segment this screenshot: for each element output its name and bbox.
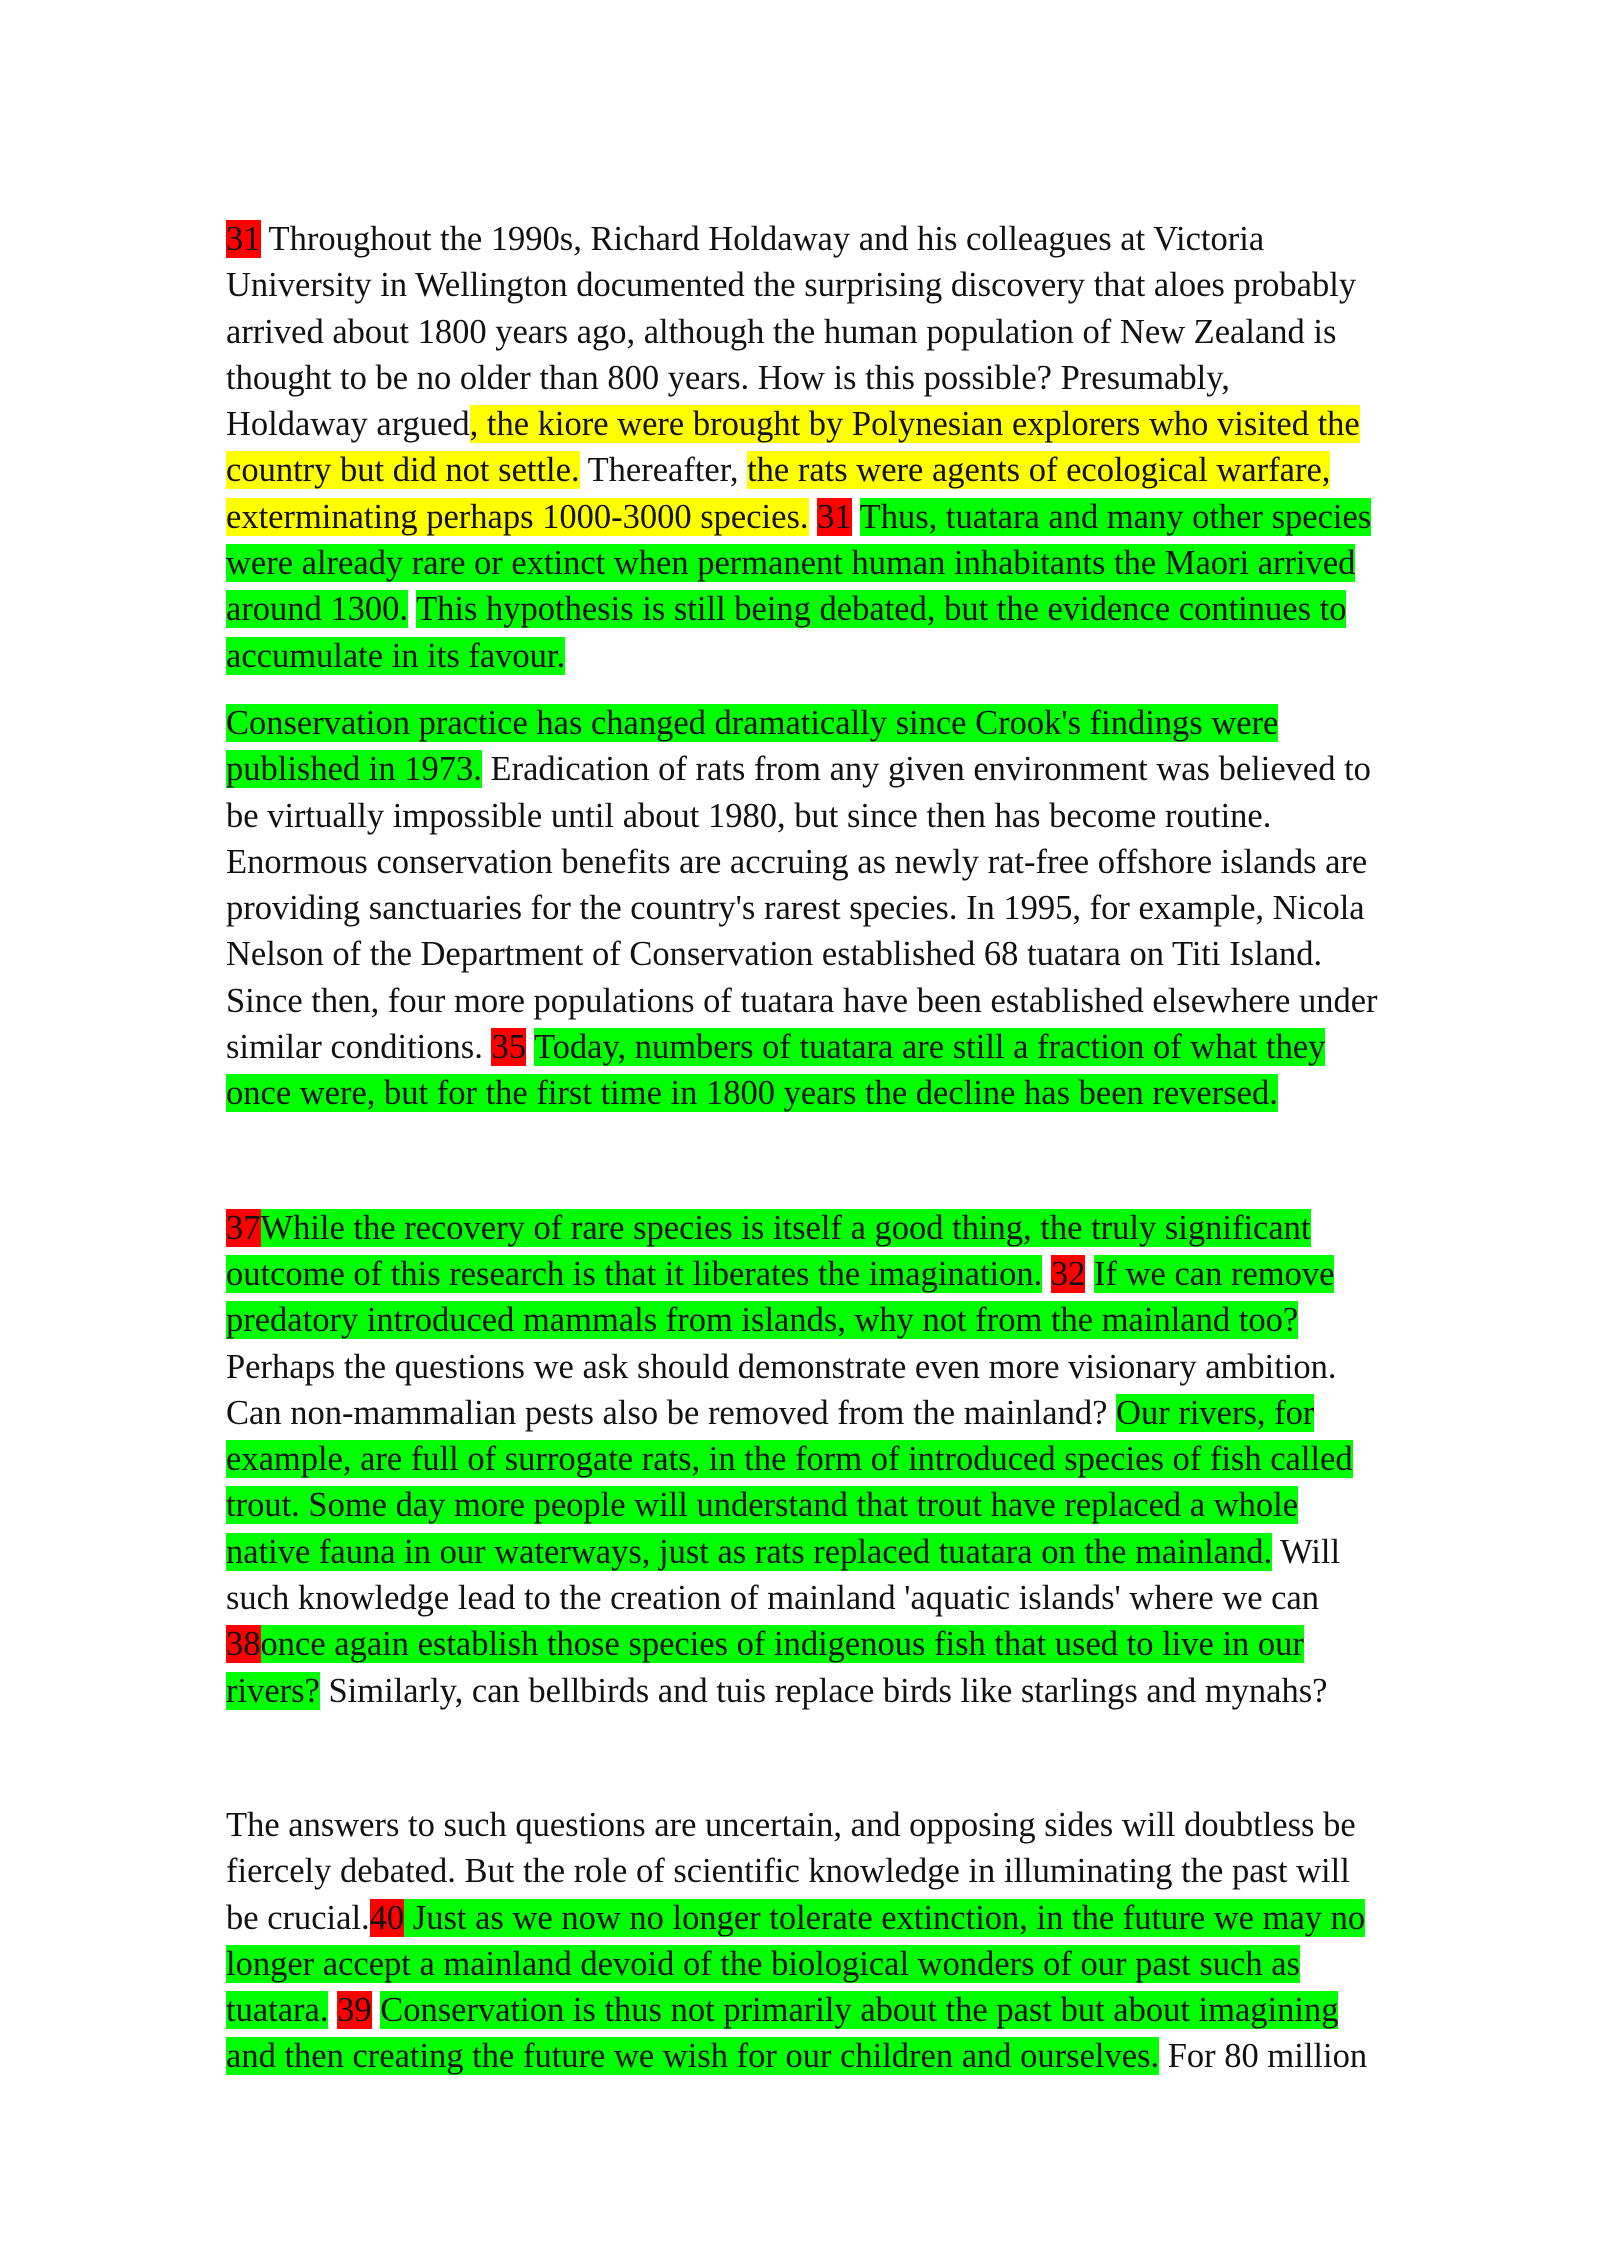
green-highlight-text: example, are full of surrogate rats, in the form of introduced species of fish called — [226, 1440, 1353, 1479]
paragraph-answers-uncertain — [226, 1802, 1460, 2080]
text-line — [226, 1668, 1460, 1714]
text-run — [1042, 1255, 1051, 1293]
text-line — [226, 216, 1460, 262]
question-number-marker: 31 — [817, 497, 852, 536]
question-number-marker: 39 — [337, 1991, 372, 2030]
paragraph-spacer — [226, 679, 1460, 700]
yellow-highlight-text: the rats were agents of ecological warfare, — [747, 451, 1331, 490]
green-highlight-text: and then creating the future we wish for our children and ourselves. — [226, 2037, 1160, 2076]
text-line — [226, 746, 1460, 792]
text-line — [226, 586, 1460, 632]
question-number-marker: 31 — [226, 220, 261, 258]
green-highlight-text: predatory introduced mammals from islands, why not from the mainland too? — [226, 1301, 1299, 1340]
text-run: such knowledge lead to the creation of mainland 'aquatic islands' where we can — [226, 1579, 1320, 1618]
text-line — [226, 1895, 1460, 1941]
text-run: be virtually impossible until about 1980, but since then has become routine. — [226, 796, 1272, 835]
text-line — [226, 1070, 1460, 1116]
text-run: For 80 million — [1159, 2037, 1368, 2076]
text-line — [226, 793, 1460, 839]
text-run: be crucial. — [226, 1898, 370, 1937]
text-line — [226, 309, 1460, 355]
green-highlight-text: rivers? — [226, 1671, 320, 1710]
text-run: The answers to such questions are uncertain, and opposing sides will doubtless be — [226, 1805, 1356, 1844]
question-number-marker: 37 — [226, 1208, 261, 1247]
text-line — [226, 401, 1460, 447]
text-line — [226, 1344, 1460, 1390]
text-run: Since then, four more populations of tuatara have been established elsewhere under — [226, 981, 1378, 1020]
green-highlight-text: published in 1973. — [226, 750, 482, 789]
text-run: Will — [1272, 1532, 1341, 1571]
paragraph-holdaway-hypothesis — [226, 216, 1460, 679]
green-highlight-text: tuatara. — [226, 1991, 329, 2030]
question-number-marker: 40 — [369, 1898, 405, 1937]
text-line — [226, 2033, 1460, 2079]
text-line — [226, 262, 1460, 308]
text-line — [226, 839, 1460, 885]
text-line — [226, 1529, 1460, 1575]
green-highlight-text: Just as we now no longer tolerate extinction, in the future we may no — [404, 1898, 1366, 1937]
green-highlight-text: were already rare or extinct when permanent human inhabitants the Maori arrived — [226, 544, 1356, 583]
text-line — [226, 1621, 1460, 1667]
green-highlight-text: outcome of this research is that it liberates the imagination. — [226, 1254, 1043, 1293]
green-highlight-text: Conservation practice has changed dramatically since Crook's findings were — [226, 703, 1279, 742]
text-run: providing sanctuaries for the country's rarest species. In 1995, for example, Nicola — [226, 889, 1365, 928]
text-run: arrived about 1800 years ago, although the human population of New Zealand is — [226, 312, 1337, 351]
green-highlight-text: Our rivers, for — [1116, 1393, 1315, 1432]
text-line — [226, 1205, 1460, 1251]
green-highlight-text: trout. Some day more people will understand that trout have replaced a whole — [226, 1486, 1299, 1525]
text-line — [226, 978, 1460, 1024]
text-run — [372, 1991, 381, 2029]
text-run: Holdaway argued — [226, 405, 470, 444]
yellow-highlight-text: exterminating perhaps 1000-3000 species. — [226, 497, 809, 536]
green-highlight-text: native fauna in our waterways, just as rats replaced tuatara on the mainland. — [226, 1532, 1273, 1571]
text-run — [408, 590, 416, 628]
yellow-highlight-text: , the kiore were brought by Polynesian explorers who visited the — [469, 405, 1360, 444]
text-line — [226, 447, 1460, 493]
text-line — [226, 1297, 1460, 1343]
text-line — [226, 1482, 1460, 1528]
paragraph-liberates-imagination — [226, 1205, 1460, 1714]
green-highlight-text: longer accept a mainland devoid of the biological wonders of our past such as — [226, 1944, 1300, 1983]
text-run: Eradication of rats from any given environment was believed to — [481, 750, 1371, 789]
text-run: Can non-mammalian pests also be removed from the mainland? — [226, 1393, 1117, 1432]
green-highlight-text: around 1300. — [226, 590, 409, 629]
green-highlight-text: once were, but for the first time in 1800 years the decline has been reversed. — [226, 1074, 1278, 1113]
text-run — [526, 1028, 534, 1066]
text-line — [226, 931, 1460, 977]
text-run — [809, 498, 818, 536]
text-line — [226, 1436, 1460, 1482]
green-highlight-text: Today, numbers of tuatara are still a fraction of what they — [533, 1028, 1326, 1067]
text-run — [328, 1991, 337, 2029]
text-line — [226, 1575, 1460, 1621]
text-run: Enormous conservation benefits are accruing as newly rat-free offshore islands are — [226, 842, 1368, 881]
yellow-highlight-text: country but did not settle. — [226, 451, 580, 490]
text-run: University in Wellington documented the surprising discovery that aloes probably — [226, 266, 1357, 305]
green-highlight-text: While the recovery of rare species is itself a good thing, the truly significant — [260, 1208, 1311, 1247]
green-highlight-text: accumulate in its favour. — [226, 636, 566, 675]
text-line — [226, 1251, 1460, 1297]
text-run: Similarly, can bellbirds and tuis replace birds like starlings and mynahs? — [319, 1671, 1328, 1710]
text-line — [226, 885, 1460, 931]
text-line — [226, 1987, 1460, 2033]
text-run: Throughout the 1990s, Richard Holdaway and his colleagues at Victoria — [260, 220, 1265, 258]
text-run — [852, 498, 860, 536]
text-line — [226, 1024, 1460, 1070]
text-line — [226, 700, 1460, 746]
question-number-marker: 38 — [226, 1625, 261, 1664]
text-run: fiercely debated. But the role of scientific knowledge in illuminating the past will — [226, 1852, 1350, 1891]
green-highlight-text: If we can remove — [1094, 1254, 1335, 1293]
green-highlight-text: Conservation is thus not primarily about the past but about imagining — [380, 1991, 1339, 2030]
text-run: Perhaps the questions we ask should demonstrate even more visionary ambition. — [226, 1347, 1337, 1386]
text-line — [226, 540, 1460, 586]
text-run: Nelson of the Department of Conservation established 68 tuatara on Titi Island. — [226, 935, 1323, 974]
text-run: Thereafter, — [579, 451, 748, 490]
text-line — [226, 355, 1460, 401]
text-line — [226, 1390, 1460, 1436]
question-number-marker: 35 — [491, 1028, 526, 1067]
text-line — [226, 494, 1460, 540]
green-highlight-text: once again establish those species of indigenous fish that used to live in our — [260, 1625, 1304, 1664]
green-highlight-text: Thus, tuatara and many other species — [859, 497, 1372, 536]
text-line — [226, 633, 1460, 679]
text-run: thought to be no older than 800 years. How is this possible? Presumably, — [226, 358, 1230, 397]
text-line — [226, 1802, 1460, 1848]
text-run — [1085, 1255, 1094, 1293]
paragraph-spacer — [226, 1117, 1460, 1205]
text-line — [226, 1848, 1460, 1894]
question-number-marker: 32 — [1050, 1254, 1086, 1293]
paragraph-spacer — [226, 1714, 1460, 1802]
green-highlight-text: This hypothesis is still being debated, but the evidence continues to — [416, 590, 1347, 629]
paragraph-conservation-practice — [226, 700, 1460, 1117]
text-line — [226, 1941, 1460, 1987]
text-run: similar conditions. — [226, 1028, 492, 1067]
